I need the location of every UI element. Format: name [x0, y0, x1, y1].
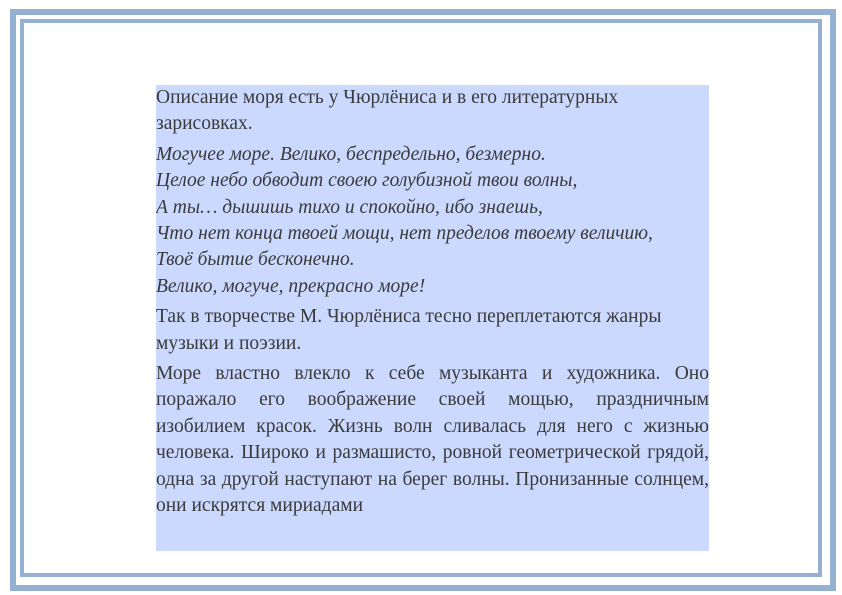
transition-paragraph: Так в творчестве М. Чюрлёниса тесно переплетаются жанры музыки и поэзии.	[156, 306, 662, 354]
poem-line: А ты… дышишь тихо и спокойно, ибо знаешь,	[156, 196, 543, 218]
body-paragraph: Море властно влекло к себе музыканта и художника. Оно поражало его воображение своей мощью, праздничным изобилием красок. Жизнь волн сливалась для него с жизнью человека. Широко и размашисто, ровной геометрической грядой, одна за другой наступают на берег волны. Пронизанные солнцем, они искрятся мириадами	[156, 363, 709, 517]
intro-paragraph: Описание моря есть у Чюрлёниса и в его литературных зарисовках.	[156, 87, 619, 135]
poem-line: Твоё бытие бесконечно.	[156, 249, 355, 271]
poem-block	[156, 142, 709, 300]
poem-line: Велико, могуче, прекрасно море!	[156, 275, 426, 297]
poem-line: Что нет конца твоей мощи, нет пределов твоему величию,	[156, 223, 653, 245]
poem-line: Целое небо обводит своею голубизной твои волны,	[156, 170, 578, 192]
text-box	[156, 85, 709, 551]
poem-line: Могучее море. Велико, беспредельно, безмерно.	[156, 143, 546, 165]
